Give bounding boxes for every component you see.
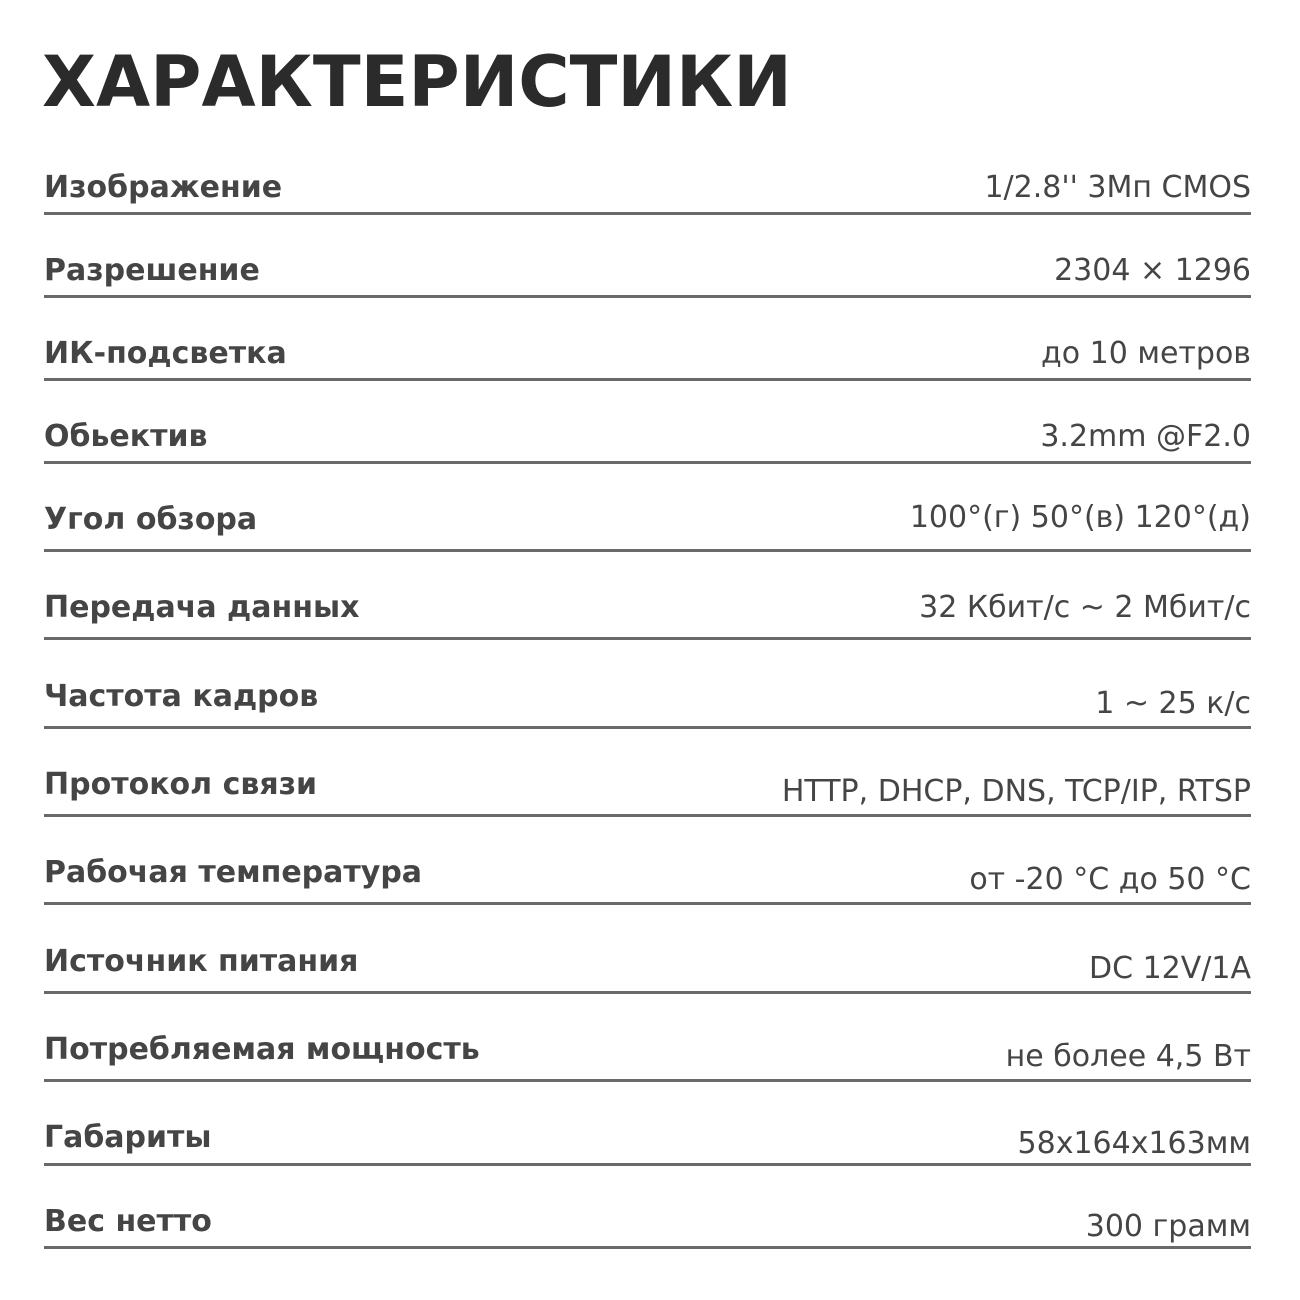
spec-row xyxy=(44,853,1251,905)
spec-label: Передача данных xyxy=(44,590,360,625)
spec-value: 58х164х163мм xyxy=(1017,1126,1251,1161)
spec-row xyxy=(44,1118,1251,1166)
spec-label: Вес нетто xyxy=(44,1204,212,1239)
spec-label: Угол обзора xyxy=(44,502,258,537)
spec-label: Обьектив xyxy=(44,419,208,454)
spec-label: Источник питания xyxy=(44,944,359,979)
spec-value: 2304 × 1296 xyxy=(1054,253,1251,288)
spec-label: ИК-подсветка xyxy=(44,336,287,371)
spec-value: от -20 °С до 50 °С xyxy=(969,862,1251,897)
spec-row xyxy=(44,765,1251,817)
spec-row xyxy=(44,942,1251,994)
spec-row xyxy=(44,677,1251,729)
spec-label: Разрешение xyxy=(44,253,260,288)
spec-value: не более 4,5 Вт xyxy=(1005,1039,1251,1074)
spec-value: 100°(г) 50°(в) 120°(д) xyxy=(909,500,1251,535)
spec-label: Габариты xyxy=(44,1120,212,1155)
spec-row xyxy=(44,417,1251,464)
spec-value: DC 12V/1A xyxy=(1089,951,1251,986)
spec-value: 1/2.8'' 3Мп CMOS xyxy=(984,170,1251,205)
spec-value: 3.2mm @F2.0 xyxy=(1040,419,1251,454)
spec-row xyxy=(44,500,1251,552)
spec-row xyxy=(44,251,1251,298)
spec-label: Рабочая температура xyxy=(44,855,423,890)
spec-value: 32 Кбит/с ~ 2 Мбит/с xyxy=(919,590,1251,625)
spec-value: 300 грамм xyxy=(1085,1209,1251,1244)
spec-value: 1 ~ 25 к/с xyxy=(1095,686,1251,721)
spec-row xyxy=(44,1202,1251,1249)
spec-row xyxy=(44,334,1251,381)
spec-label: Частота кадров xyxy=(44,679,319,714)
spec-value: HTTP, DHCP, DNS, TCP/IP, RTSP xyxy=(781,774,1251,809)
spec-label: Изображение xyxy=(44,170,283,205)
spec-row xyxy=(44,1030,1251,1082)
spec-row xyxy=(44,168,1251,215)
page-title: ХАРАКТЕРИСТИКИ xyxy=(42,41,792,123)
spec-value: до 10 метров xyxy=(1041,336,1251,371)
spec-row xyxy=(44,588,1251,640)
spec-label: Потребляемая мощность xyxy=(44,1032,480,1067)
spec-label: Протокол связи xyxy=(44,767,318,802)
